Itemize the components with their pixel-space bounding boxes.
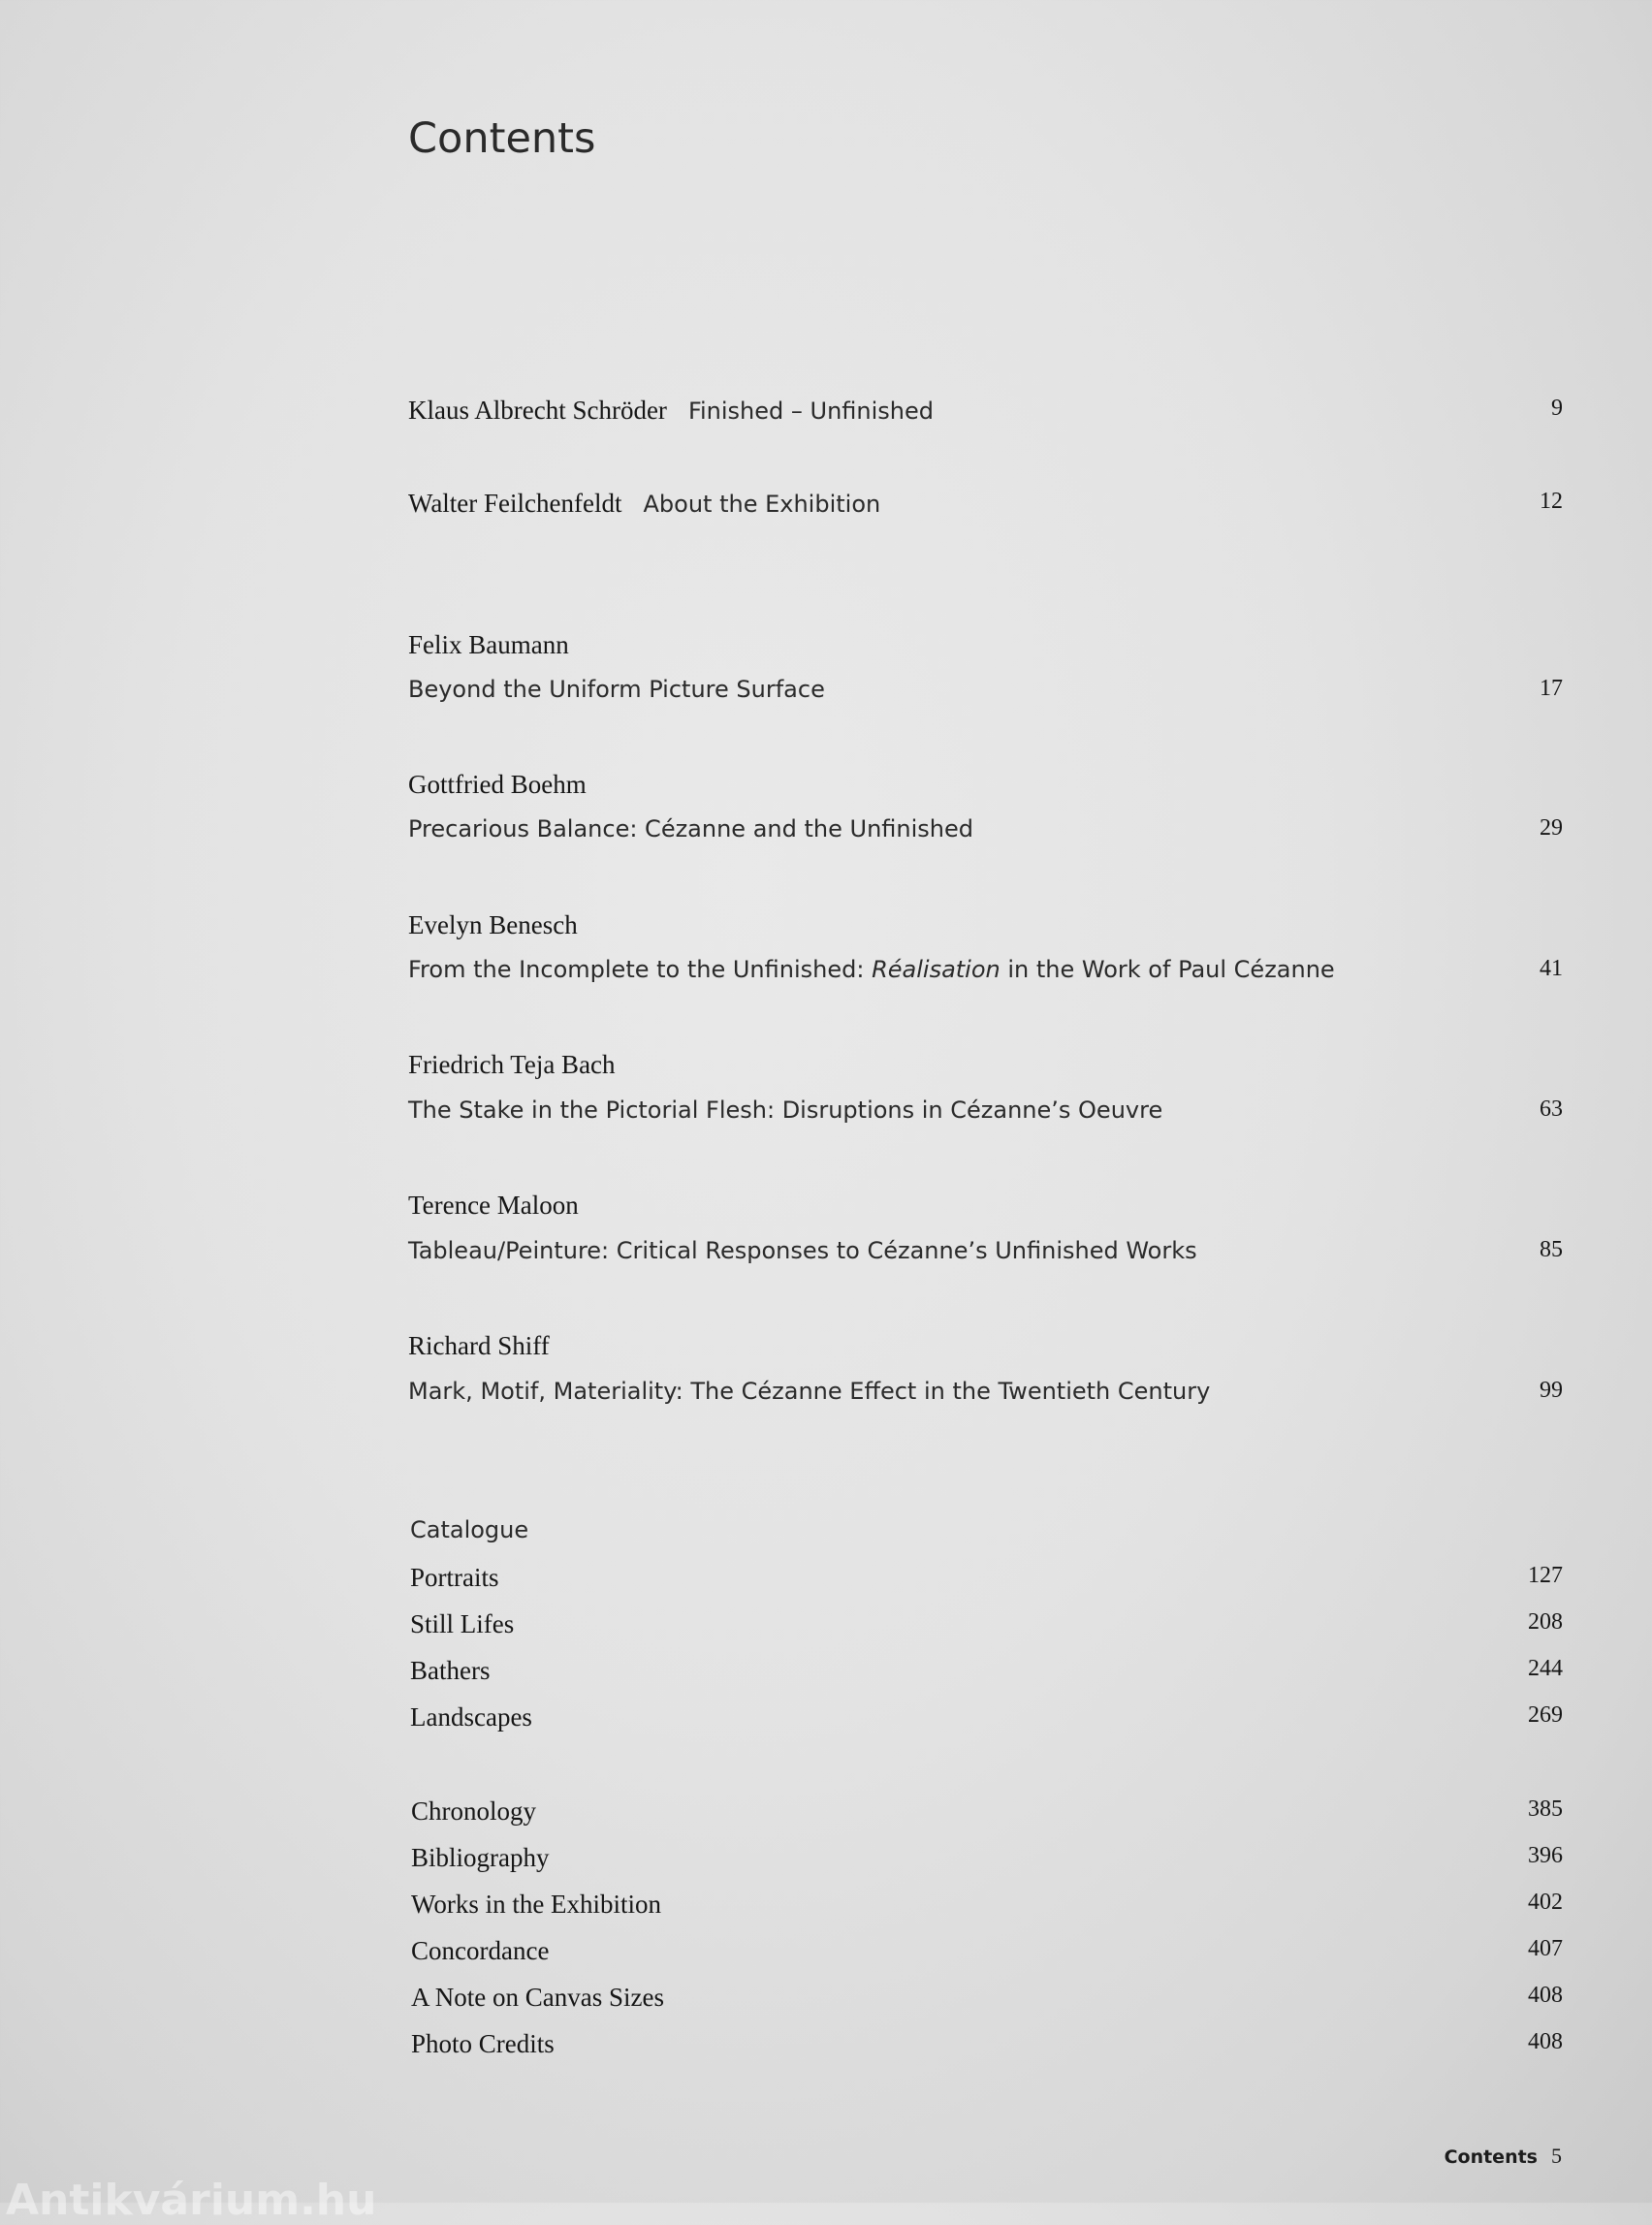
entry-title-italic: Réalisation (872, 956, 1001, 983)
entry-page-number: 17 (1540, 676, 1563, 701)
toc-entry-appendix[interactable] (411, 1983, 1563, 2018)
toc-entry-essay[interactable] (408, 815, 1563, 850)
entry-label: Still Lifes (410, 1609, 515, 1638)
toc-entry-essay[interactable] (408, 1097, 1563, 1131)
toc-entry-appendix[interactable] (411, 2029, 1563, 2064)
entry-title: About the Exhibition (643, 491, 881, 518)
entry-page-number: 408 (1528, 1983, 1563, 2008)
essay-author: Felix Baumann (408, 630, 569, 659)
entry-page-number: 63 (1540, 1097, 1563, 1122)
toc-entry-appendix[interactable] (411, 1890, 1563, 1924)
entry-title: Finished – Unfinished (687, 397, 935, 425)
toc-entry-essay[interactable] (408, 1237, 1563, 1272)
page-footer (1445, 2144, 1562, 2169)
entry-author: Walter Feilchenfeldt (408, 489, 622, 518)
entry-label: Concordance (411, 1936, 550, 1965)
entry-label: Landscapes (410, 1702, 532, 1732)
toc-entry-intro[interactable] (408, 396, 1563, 430)
entry-label: Bathers (410, 1656, 491, 1685)
entry-page-number: 127 (1528, 1563, 1563, 1588)
toc-entry-appendix[interactable] (411, 1843, 1563, 1878)
entry-page-number: 402 (1528, 1890, 1563, 1915)
footer-page-number: 5 (1551, 2144, 1562, 2168)
entry-title: Precarious Balance: Cézanne and the Unfinished (408, 815, 973, 842)
page-title: Contents (408, 114, 596, 163)
entry-page-number: 99 (1540, 1378, 1563, 1403)
toc-entry-catalogue[interactable] (410, 1656, 1563, 1691)
entry-title: From the Incomplete to the Unfinished: Réalisation in the Work of Paul Cézanne (408, 956, 1335, 983)
entry-page-number: 396 (1528, 1843, 1563, 1868)
catalogue-heading: Catalogue (410, 1516, 529, 1543)
entry-page-number: 12 (1540, 489, 1563, 514)
toc-entry-essay[interactable] (408, 676, 1563, 711)
watermark: Antikvárium.hu (6, 2176, 377, 2225)
essay-author: Terence Maloon (408, 1191, 579, 1220)
entry-title: The Stake in the Pictorial Flesh: Disruptions in Cézanne’s Oeuvre (408, 1097, 1163, 1124)
footer-label: Contents (1444, 2146, 1538, 2168)
entry-title: Beyond the Uniform Picture Surface (408, 676, 825, 703)
toc-entry-essay[interactable] (408, 1378, 1563, 1413)
toc-entry-essay[interactable] (408, 956, 1563, 991)
toc-entry-catalogue[interactable] (410, 1702, 1563, 1737)
entry-title: Mark, Motif, Materiality: The Cézanne Effect in the Twentieth Century (408, 1378, 1211, 1405)
entry-author: Klaus Albrecht Schröder (408, 396, 667, 425)
entry-page-number: 208 (1528, 1609, 1563, 1635)
entry-page-number: 244 (1528, 1656, 1563, 1681)
entry-label: Portraits (410, 1563, 499, 1592)
toc-entry-catalogue[interactable] (410, 1609, 1563, 1644)
essay-author: Gottfried Boehm (408, 770, 587, 799)
essay-author: Friedrich Teja Bach (408, 1050, 616, 1079)
entry-label: Photo Credits (411, 2029, 555, 2058)
entry-page-number: 385 (1528, 1796, 1563, 1822)
essay-author: Richard Shiff (408, 1331, 550, 1360)
entry-label: A Note on Canvas Sizes (411, 1983, 664, 2012)
entry-page-number: 407 (1528, 1936, 1563, 1961)
entry-page-number: 85 (1540, 1237, 1563, 1262)
entry-page-number: 269 (1528, 1702, 1563, 1728)
toc-entry-catalogue[interactable] (410, 1563, 1563, 1598)
toc-entry-appendix[interactable] (411, 1936, 1563, 1971)
entry-page-number: 29 (1540, 815, 1563, 841)
toc-entry-appendix[interactable] (411, 1796, 1563, 1831)
essay-author: Evelyn Benesch (408, 910, 578, 939)
entry-label: Chronology (411, 1796, 537, 1826)
entry-page-number: 41 (1540, 956, 1563, 981)
entry-title: Tableau/Peinture: Critical Responses to Cézanne’s Unfinished Works (408, 1237, 1197, 1264)
entry-page-number: 408 (1528, 2029, 1563, 2054)
entry-page-number: 9 (1551, 396, 1563, 421)
toc-entry-intro[interactable] (408, 489, 1563, 524)
entry-label: Bibliography (411, 1843, 550, 1872)
entry-label: Works in the Exhibition (411, 1890, 662, 1919)
